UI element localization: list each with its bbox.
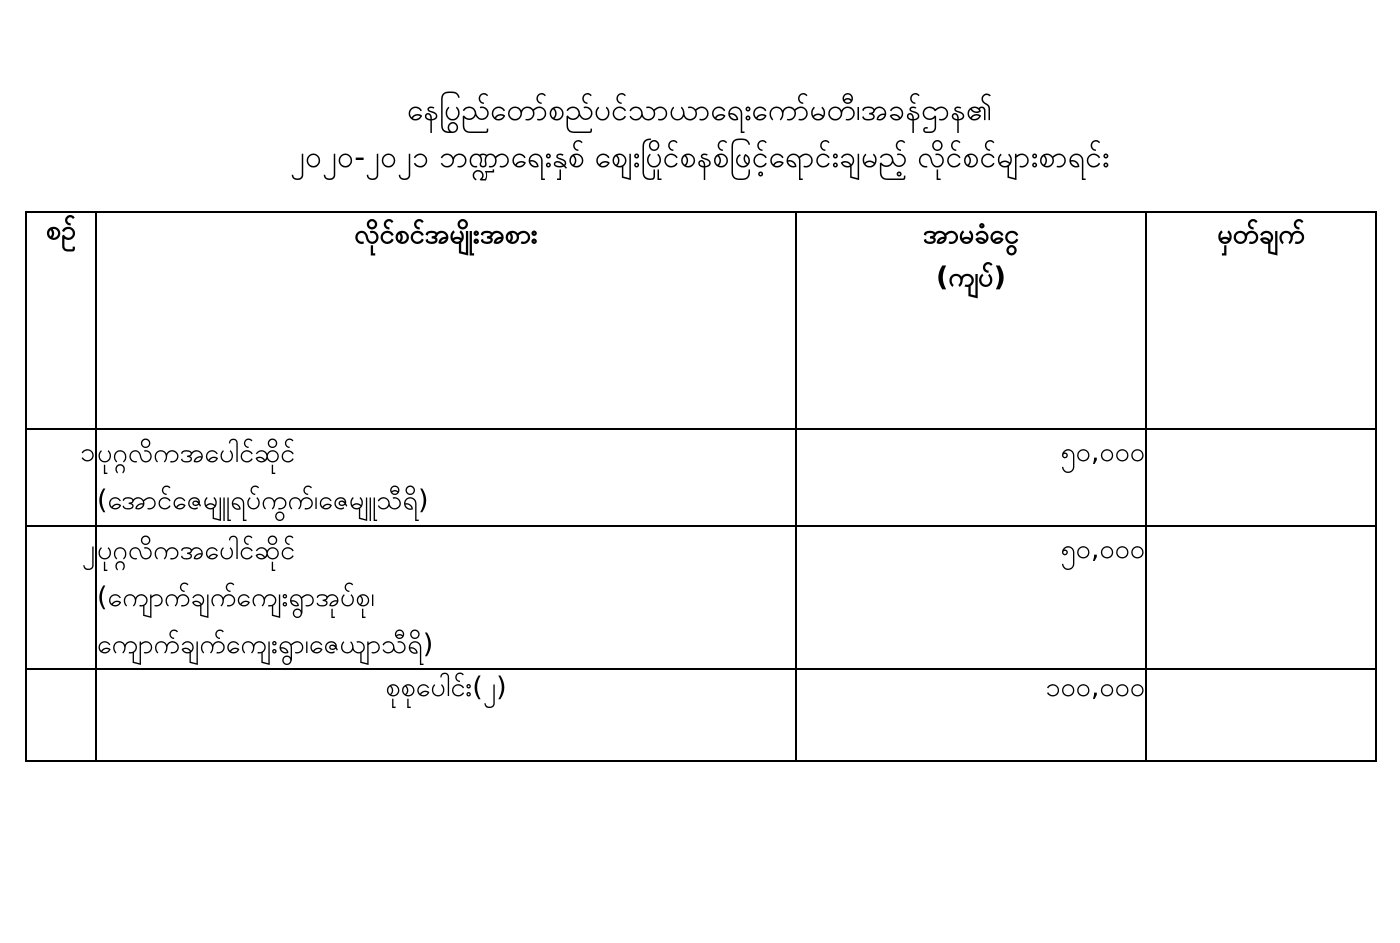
header-fee-unit: (ကျပ်) bbox=[936, 262, 1006, 294]
total-remark bbox=[1146, 669, 1376, 761]
table-row bbox=[26, 429, 1376, 526]
document-title bbox=[0, 0, 1400, 181]
row-license-type-line: ကျောက်ချက်ကျေးရွာ၊ဇေယျာသီရိ) bbox=[97, 629, 434, 660]
row-license-type bbox=[96, 429, 796, 526]
header-no: စဉ် bbox=[26, 212, 96, 429]
header-remark: မှတ်ချက် bbox=[1146, 212, 1376, 429]
row-license-type-line: ပုဂ္ဂလိကအပေါင်ဆိုင် bbox=[97, 438, 296, 469]
row-number: ၂ bbox=[26, 526, 96, 670]
table-total-row bbox=[26, 669, 1376, 761]
total-label: စုစုပေါင်း(၂) bbox=[96, 669, 796, 761]
license-table-wrapper bbox=[25, 211, 1375, 762]
row-license-type bbox=[96, 526, 796, 670]
row-fee: ၅၀,၀၀၀ bbox=[796, 429, 1146, 526]
header-fee bbox=[796, 212, 1146, 429]
table-row bbox=[26, 526, 1376, 670]
total-value: ၁၀၀,၀၀၀ bbox=[796, 669, 1146, 761]
row-remark bbox=[1146, 429, 1376, 526]
table-header-row bbox=[26, 212, 1376, 429]
row-fee: ၅၀,၀၀၀ bbox=[796, 526, 1146, 670]
row-remark bbox=[1146, 526, 1376, 670]
total-no-empty bbox=[26, 669, 96, 761]
title-line-1: နေပြည်တော်စည်ပင်သာယာရေးကော်မတီ၊အခွန်ဌာန၏ bbox=[407, 93, 993, 128]
row-license-type-line: (ကျောက်ချက်ကျေးရွာအုပ်စု၊ bbox=[97, 581, 375, 613]
license-table bbox=[25, 211, 1377, 762]
row-license-type-line: ပုဂ္ဂလိကအပေါင်ဆိုင် bbox=[97, 534, 296, 566]
header-fee-main: အာမခံငွေ bbox=[922, 219, 1020, 250]
title-line-2: ၂၀၂၀-၂၀၂၁ ဘဏ္ဍာရေးနှစ် စျေးပြိုင်စနစ်ဖြင့်ရောင်းချမည့် လိုင်စင်များစာရင်း bbox=[290, 139, 1110, 175]
header-license-type: လိုင်စင်အမျိုးအစား bbox=[96, 212, 796, 429]
row-number: ၁ bbox=[26, 429, 96, 526]
row-license-type-line: (အောင်ဇေမျူရပ်ကွက်၊ဇေမျူသီရိ) bbox=[97, 485, 429, 517]
